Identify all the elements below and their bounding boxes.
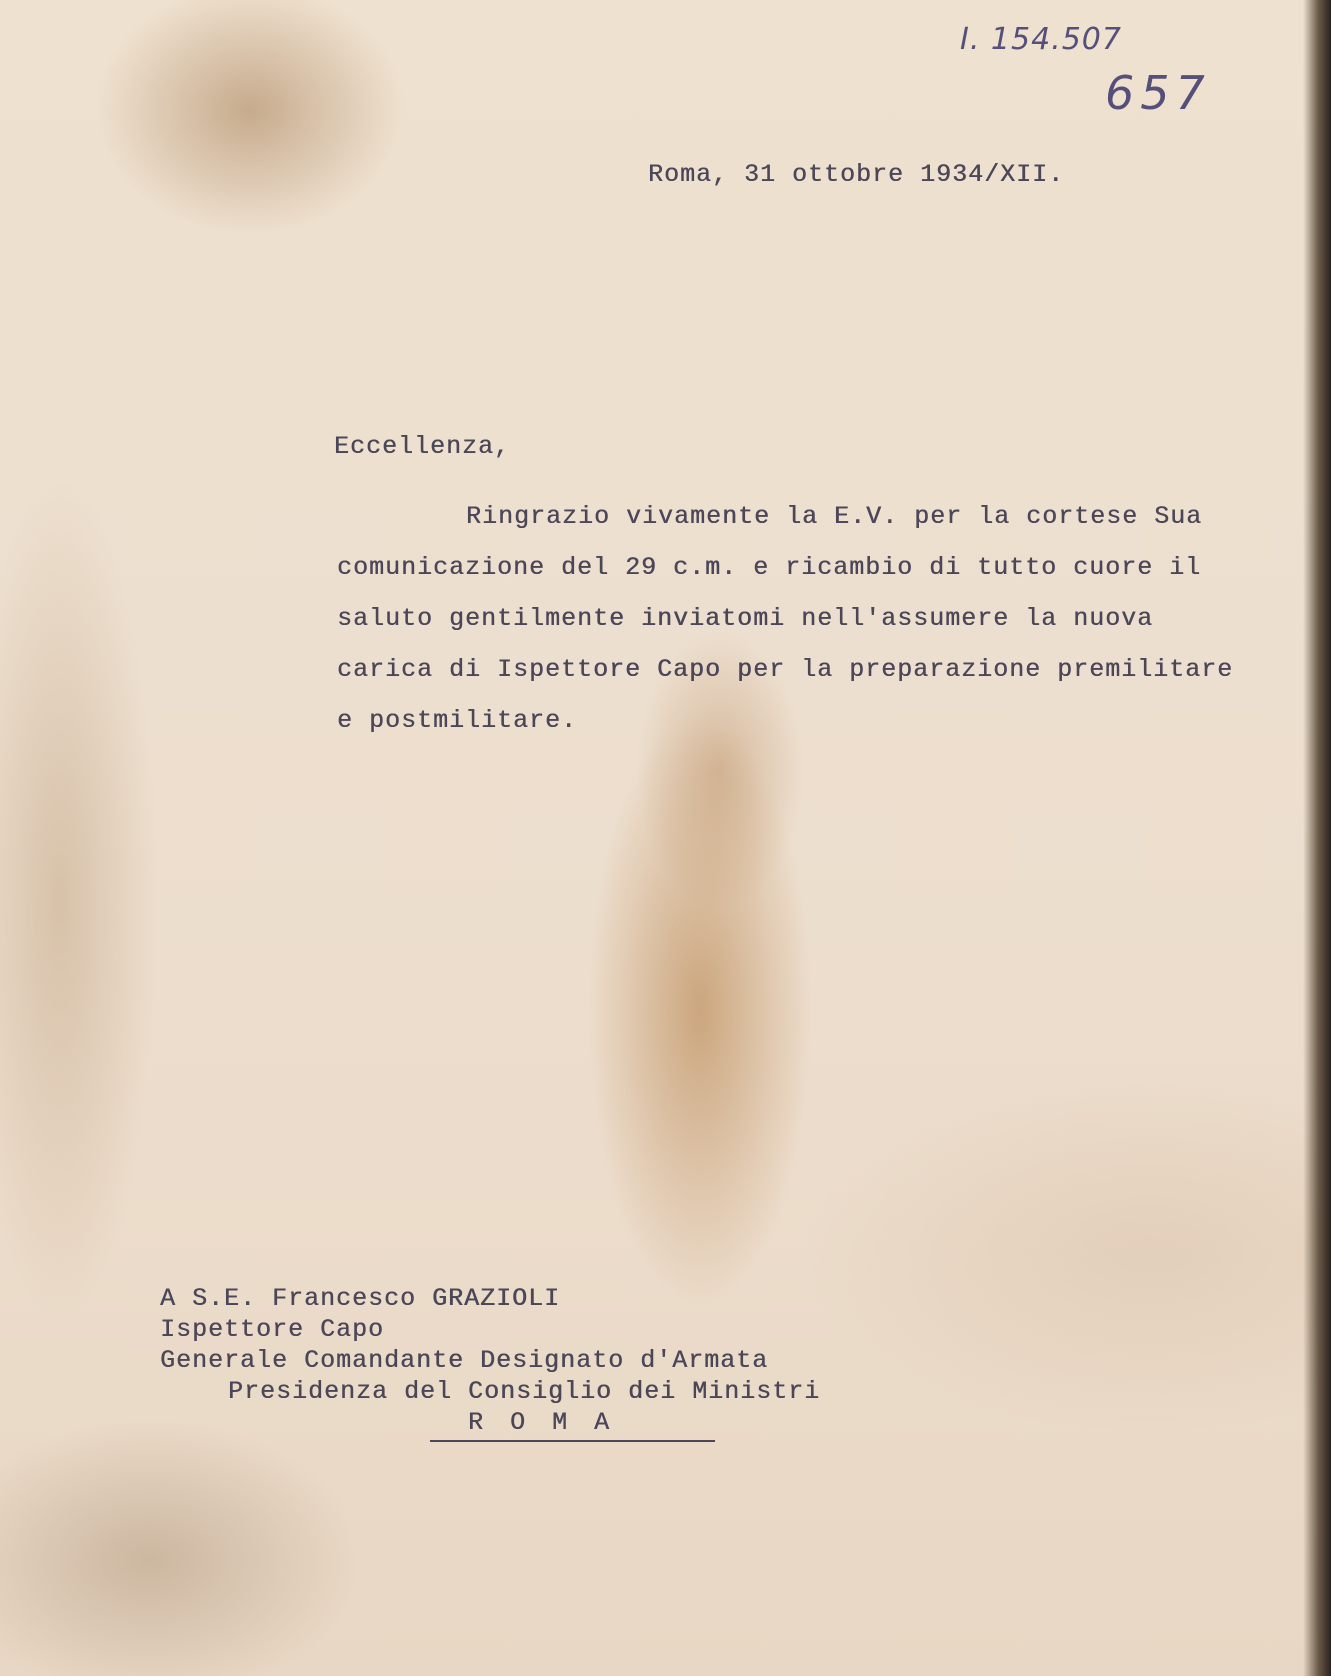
recipient-rank-line: Generale Comandante Designato d'Armata — [160, 1346, 769, 1375]
body-line: comunicazione del 29 c.m. e ricambio di tutto cuore il — [337, 553, 1202, 582]
recipient-office-line: Presidenza del Consiglio dei Ministri — [228, 1377, 821, 1406]
body-line: carica di Ispettore Capo per la preparazione premilitare — [337, 655, 1234, 684]
body-line: saluto gentilmente inviatomi nell'assumere la nuova — [337, 604, 1154, 633]
body-line: Ringrazio vivamente la E.V. per la cortese Sua — [466, 502, 1203, 531]
salutation: Eccellenza, — [334, 432, 511, 461]
folio-number: 657 — [1105, 66, 1211, 120]
archive-mark: I. 154.507 — [960, 22, 1122, 57]
page-edge-shadow — [1303, 0, 1331, 1676]
recipient-city-line: R O M A — [468, 1408, 616, 1437]
body-line: e postmilitare. — [337, 706, 578, 735]
date-line: Roma, 31 ottobre 1934/XII. — [648, 160, 1065, 189]
recipient-name-line: A S.E. Francesco GRAZIOLI — [160, 1284, 561, 1313]
city-underline — [430, 1440, 715, 1442]
recipient-title-line: Ispettore Capo — [160, 1315, 385, 1344]
